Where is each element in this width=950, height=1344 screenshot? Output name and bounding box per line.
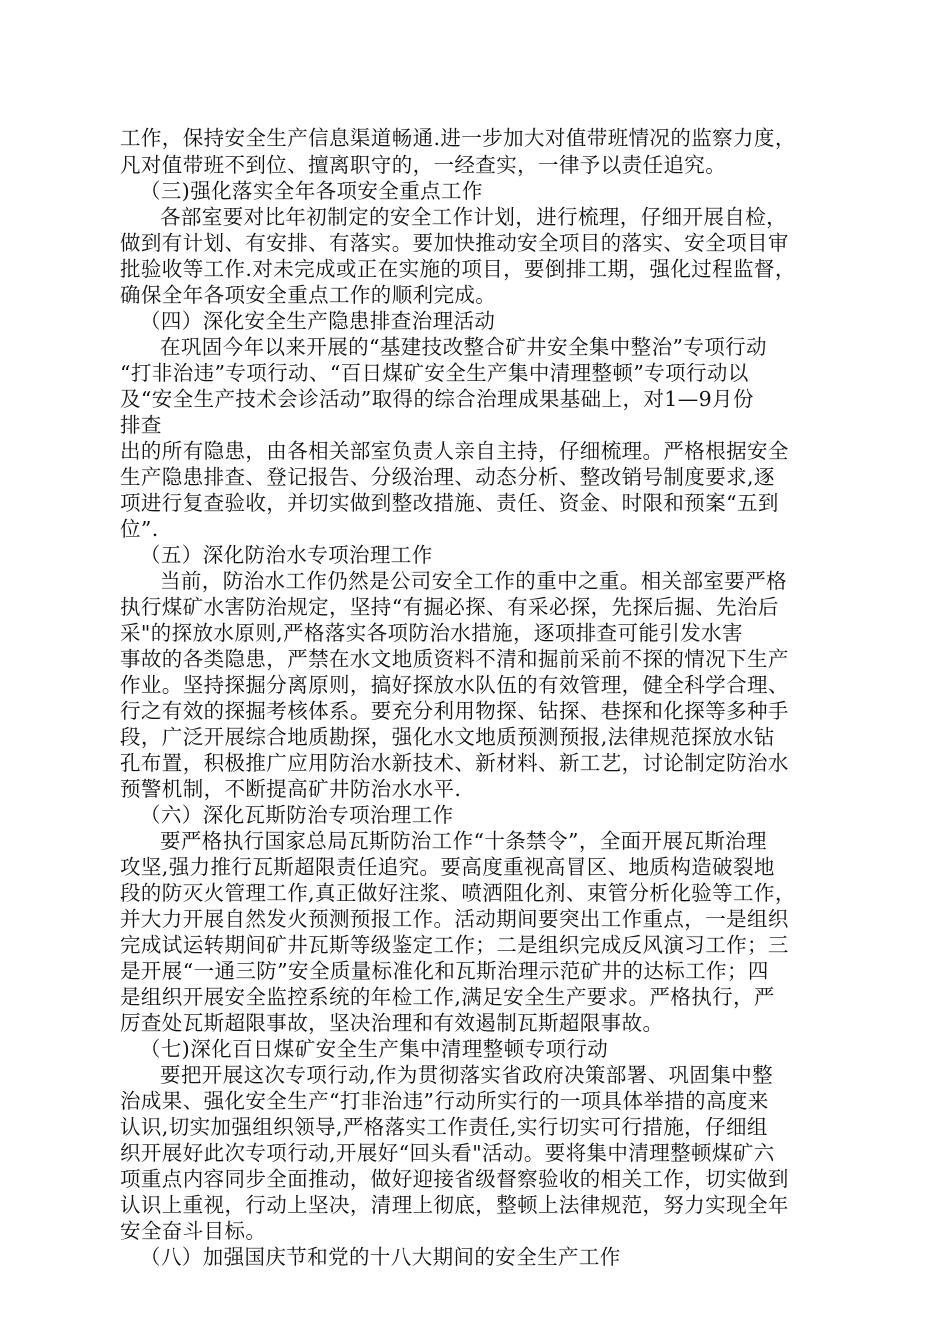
text-line: 生产隐患排查、登记报告、分级治理、动态分析、整改销号制度要求,逐 bbox=[120, 465, 775, 489]
text-line: 工作，保持安全生产信息渠道畅通.进一步加大对值带班情况的监察力度， bbox=[120, 126, 796, 150]
text-line: 做到有计划、有安排、有落实。要加快推动安全项目的落实、安全项目审 bbox=[120, 231, 789, 255]
section-heading: （八）加强国庆节和党的十八大期间的安全生产工作 bbox=[140, 1245, 621, 1269]
text-line: 是组织开展安全监控系统的年检工作,满足安全生产要求。严格执行，严 bbox=[120, 985, 775, 1009]
text-line: 行之有效的探掘考核体系。要充分利用物探、钻探、巷探和化探等多种手 bbox=[120, 699, 789, 723]
text-line: 采"的探放水原则,严格落实各项防治水措施，逐项排查可能引发水害 bbox=[120, 621, 743, 645]
text-line: 段，广泛开展综合地质勘探，强化水文地质预测预报,法律规范探放水钻 bbox=[120, 725, 775, 749]
text-line: 治成果、强化安全生产“打非治违”行动所实行的一项具体举措的高度来 bbox=[120, 1089, 769, 1113]
text-line: 执行煤矿水害防治规定，坚持“有掘必探、有采必探，先探后掘、先治后 bbox=[120, 595, 779, 619]
text-line: 段的防灭火管理工作,真正做好注浆、喷洒阻化剂、束管分析化验等工作， bbox=[120, 881, 796, 905]
text-line: 是开展“一通三防”安全质量标准化和瓦斯治理示范矿井的达标工作；四 bbox=[120, 959, 769, 983]
text-line: 作业。坚持探掘分离原则，搞好探放水队伍的有效管理，健全科学合理、 bbox=[120, 673, 789, 697]
text-line: 完成试运转期间矿井瓦斯等级鉴定工作；二是组织完成反风演习工作；三 bbox=[120, 933, 789, 957]
section-heading: （五）深化防治水专项治理工作 bbox=[140, 543, 433, 567]
text-line: 批验收等工作.对未完成或正在实施的项目，要倒排工期，强化过程监督， bbox=[120, 257, 796, 281]
text-line: 并大力开展自然发火预测预报工作。活动期间要突出工作重点，一是组织 bbox=[120, 907, 789, 931]
text-line: 厉查处瓦斯超限事故，坚决治理和有效遏制瓦斯超限事故。 bbox=[120, 1011, 664, 1035]
text-line: 项重点内容同步全面推动，做好迎接省级督察验收的相关工作，切实做到 bbox=[120, 1167, 789, 1191]
text-line: 出的所有隐患，由各相关部室负责人亲自主持，仔细梳理。严格根据安全 bbox=[120, 439, 789, 463]
text-line: 及“安全生产技术会诊活动”取得的综合治理成果基础上，对1—9月份 bbox=[120, 387, 754, 411]
text-line: 织开展好此次专项行动,开展好“回头看"活动。要将集中清理整顿煤矿六 bbox=[120, 1141, 775, 1165]
text-line: 孔布置，积极推广应用防治水新技术、新材料、新工艺，讨论制定防治水 bbox=[120, 751, 789, 775]
text-line: 排查 bbox=[120, 413, 162, 437]
text-line: 在巩固今年以来开展的“基建技改整合矿井安全集中整治”专项行动 bbox=[160, 335, 767, 359]
text-line: 攻坚,强力推行瓦斯超限责任追究。要高度重视高冒区、地质构造破裂地 bbox=[120, 855, 775, 879]
text-line: 认识上重视，行动上坚决，清理上彻底，整顿上法律规范，努力实现全年 bbox=[120, 1193, 789, 1217]
section-heading: （三)强化落实全年各项安全重点工作 bbox=[140, 179, 483, 203]
text-line: 安全奋斗目标。 bbox=[120, 1219, 267, 1243]
section-heading: （六）深化瓦斯防治专项治理工作 bbox=[140, 803, 454, 827]
text-line: 位”. bbox=[120, 517, 159, 541]
text-line: 预警机制，不断提高矿井防治水水平. bbox=[120, 777, 462, 801]
text-line: 当前，防治水工作仍然是公司安全工作的重中之重。相关部室要严格 bbox=[160, 569, 787, 593]
text-line: 要严格执行国家总局瓦斯防治工作“十条禁令”，全面开展瓦斯治理 bbox=[160, 829, 767, 853]
section-heading: （四）深化安全生产隐患排查治理活动 bbox=[140, 309, 496, 333]
text-line: 认识,切实加强组织领导,严格落实工作责任,实行切实可行措施，仔细组 bbox=[120, 1115, 768, 1139]
text-line: 凡对值带班不到位、擅离职守的，一经查实，一律予以责任追究。 bbox=[120, 153, 727, 177]
text-line: 确保全年各项安全重点工作的顺利完成。 bbox=[120, 283, 497, 307]
section-heading: （七)深化百日煤矿安全生产集中清理整顿专项行动 bbox=[140, 1037, 609, 1061]
text-line: “打非治违”专项行动、“百日煤矿安全生产集中清理整顿”专项行动以 bbox=[120, 361, 749, 385]
text-line: 事故的各类隐患，严禁在水文地质资料不清和掘前采前不探的情况下生产 bbox=[120, 647, 789, 671]
text-line: 要把开展这次专项行动,作为贯彻落实省政府决策部署、巩固集中整 bbox=[160, 1063, 774, 1087]
text-line: 各部室要对比年初制定的安全工作计划，进行梳理，仔细开展自检， bbox=[160, 205, 787, 229]
text-line: 项进行复查验收，并切实做到整改措施、责任、资金、时限和预案“五到 bbox=[120, 491, 779, 515]
